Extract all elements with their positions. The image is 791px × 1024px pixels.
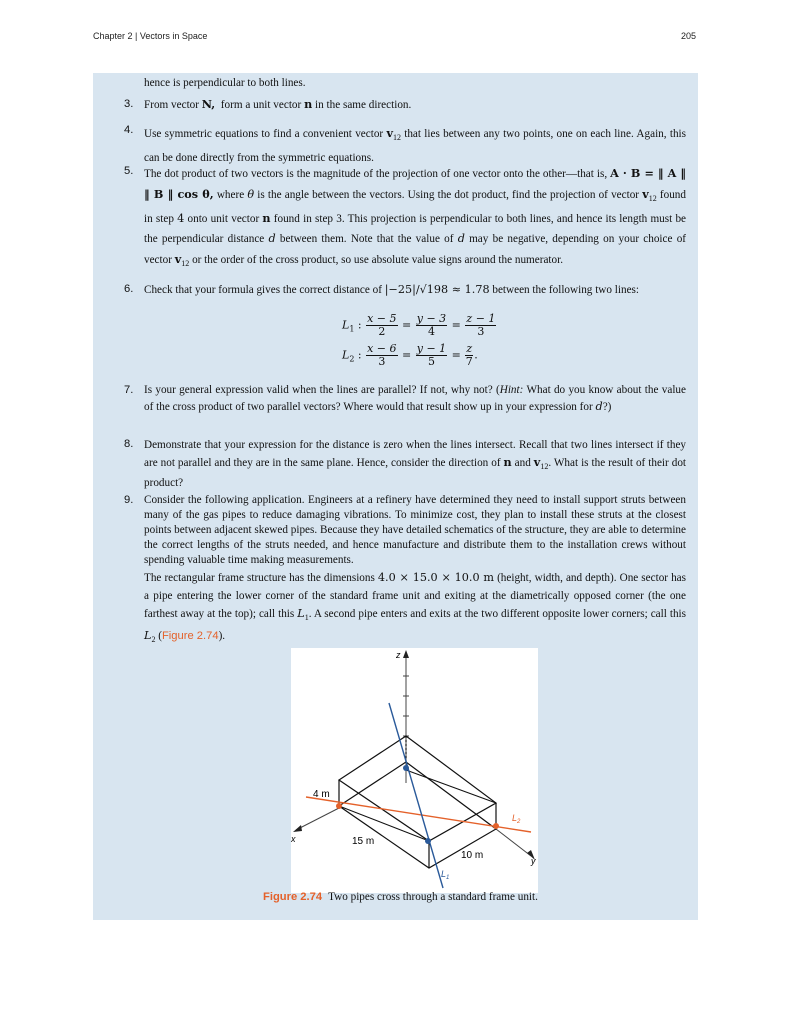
item-3-number: 3. — [124, 98, 134, 110]
equation-l2: $L_2$ : $\frac{x - 6}{3}$ = $\frac{y - 1}{5}$ = $\frac{z}{7}$ . — [342, 342, 478, 368]
item-4-text: Use symmetric equations to find a convenient vector $v_{12}$ that lies between any two points, one on each line. Again, this can be done directly from the symmetric equations. — [144, 126, 687, 164]
l1-label: $L_1$ — [441, 869, 450, 881]
item-7-number: 7. — [124, 384, 134, 396]
x-axis-arrow — [293, 825, 302, 832]
y-label: y — [531, 856, 536, 866]
item-5-text: The dot product of two vectors is the magnitude of the projection of one vector onto the other—that is, A · B = ‖ A ‖ ‖ B ‖ cos θ, where θ is the angle between the vectors. Using the dot product, find the projection of vector $v_{12}$ found in step 4 onto unit vector n found in step 3. This projection is perpendicular to both lines, and hence its length must be the perpendicular distance d between them. Note that the value of d may be negative, depending on your choice of vector $v_{12}$ or the order of the cross product, so use absolute value signs around the numerator. — [144, 166, 687, 269]
diagonal-b — [406, 770, 496, 803]
page-number: 205 — [681, 31, 697, 41]
l1-point-a — [403, 765, 409, 771]
figure-2-74 — [291, 648, 538, 893]
z-axis-arrow — [403, 650, 409, 658]
frame-diagram — [291, 648, 538, 893]
continuation-text: hence is perpendicular to both lines. — [144, 77, 306, 89]
item-9-text: Consider the following application. Engineers at a refinery have determined they need to install support struts between many of the gas pipes to reduce damaging vibrations. To minimize cost, they plan to install these struts at the closest points between adjacent skewed pipes. Because they have detailed schematics of the structure, they are able to determine the correct lengths of the struts needed, and hence manufacture and distribute them to the installation crews without spending valuable time making measurements. — [144, 494, 686, 567]
figure-caption: Figure 2.74 Two pipes cross through a standard frame unit. — [263, 891, 538, 903]
chapter-header: Chapter 2 | Vectors in Space — [93, 31, 208, 41]
item-3-text: From vector N, form a unit vector n in the same direction. — [144, 97, 412, 111]
z-label: z — [396, 650, 401, 660]
y-axis — [496, 829, 531, 856]
figure-link[interactable]: Figure 2.74 — [161, 629, 219, 642]
item-8-number: 8. — [124, 438, 134, 450]
item-6-number: 6. — [124, 283, 134, 295]
l1-point-b — [425, 838, 431, 844]
height-label: 4 m — [313, 789, 330, 800]
depth-label: 10 m — [461, 850, 484, 861]
l2-point-b — [493, 823, 499, 829]
item-9-text-continued: The rectangular frame structure has the dimensions 4.0 × 15.0 × 10.0 m (height, width, and depth). One sector has a pipe entering the lower corner of the standard frame unit and exiting at the diametrically opposed corner (the one farthest away at the top); call this $L_1$. A second pipe enters and exits at the two different opposite lower corners; call this $L_2$ (Figure 2.74). — [144, 571, 686, 644]
x-axis — [296, 808, 339, 830]
item-5-number: 5. — [124, 165, 134, 177]
pipe-l1 — [389, 703, 443, 888]
x-label: x — [291, 834, 296, 844]
width-label: 15 m — [352, 836, 375, 847]
item-7-text: Is your general expression valid when the lines are parallel? If not, why not? (Hint: What do you know about the value of the cross product of two parallel vectors? Where would that result show up in your expression for d?) — [144, 384, 686, 413]
item-4-number: 4. — [124, 124, 134, 136]
l2-point-a — [336, 803, 342, 809]
item-6-text: Check that your formula gives the correct distance of |−25|/√198 ≈ 1.78 between the following two lines: — [144, 283, 640, 296]
l2-label: $L_2$ — [512, 813, 521, 825]
equation-l1: $L_1$ : $\frac{x - 5}{2}$ = $\frac{y - 3}{4}$ = $\frac{z - 1}{3}$ — [342, 312, 496, 338]
item-8-text: Demonstrate that your expression for the distance is zero when the lines intersect. Recall that two lines intersect if they are not parallel and they are in the same plane. Hence, consider the direction of n and $v_{12}$. What is the result of their dot product? — [144, 439, 687, 489]
item-9-number: 9. — [124, 494, 134, 506]
